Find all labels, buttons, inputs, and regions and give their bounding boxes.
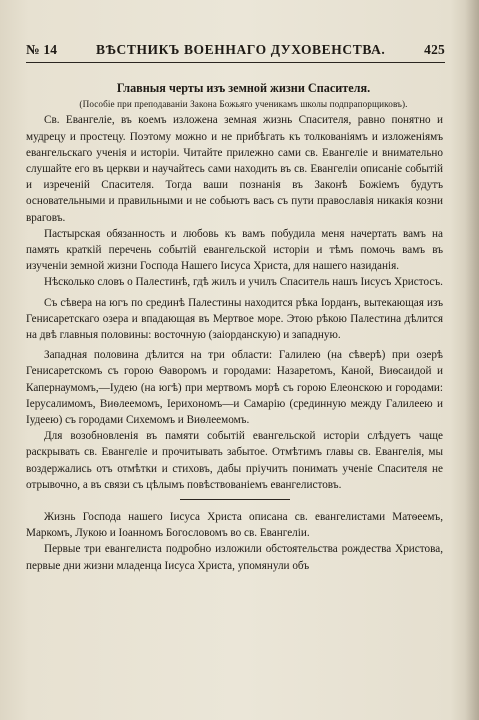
paragraph: Пастырская обязанность и любовь къ вамъ побудила меня начертать вамъ на память краткій перечень событій евангельской исторіи и тѣмъ помочь вамъ въ изученіи земной жизни Господа Нашего Іисуса Христа, для нашего назиданія. xyxy=(26,227,443,273)
paragraph: Для возобновленія въ памяти событій евангельской исторіи слѣдуетъ чаще раскрывать св. Евангеліе и прочитывать забытое. Отмѣтимъ главы св. Евангелія, мы воздержались отъ отмѣтки и стиховъ, дабы пріучить понимать ученіе Спасителя не отрывочно, а въ связи съ цѣлымъ повѣствованіемъ евангелистовъ. xyxy=(26,430,443,491)
page-edge-shadow xyxy=(465,0,479,720)
journal-title: ВѢСТНИКЪ ВОЕННАГО ДУХОВЕНСТВА. xyxy=(95,42,386,57)
article-title: Главныя черты изъ земной жизни Спасителя. xyxy=(116,81,371,95)
paragraph: Западная половина дѣлится на три области: Галилею (на сѣверѣ) при озерѣ Генисаретскомъ съ горою Ѳаворомъ и городами: Назаретомъ, Каной, Виѳсаидой и Капернаумомъ,—Іудею (на югѣ) при мертвомъ морѣ съ горою Елеонскою и городами: Іерусалимомъ, Виѳлеемомъ, Іерихономъ—и Самарію (срединную между Галилеею и Іудеею) съ городами Сихемомъ и Виѳлеемомъ. xyxy=(26,349,443,427)
paragraph: Жизнь Господа нашего Іисуса Христа описана св. евангелистами Матѳеемъ, Маркомъ, Лукою и Іоанномъ Богословомъ во св. Евангеліи. xyxy=(26,511,443,540)
article-body xyxy=(26,80,443,574)
paragraph: Съ сѣвера на югъ по срединѣ Палестины находится рѣка Іорданъ, вытекающая изъ Генисаретскаго озера и впадающая въ Мертвое море. Этою рѣкою Палестина дѣлится на двѣ главныя половины: восточную (заіорданскую) и западную. xyxy=(26,296,443,342)
header-rule xyxy=(26,62,445,63)
paragraph: Св. Евангеліе, въ коемъ изложена земная жизнь Спасителя, равно понятно и мудрецу и простецу. Поэтому можно и не прибѣгать къ толкованіямъ и изложеніямъ евангельскаго ученія и исторіи. Читайте прилежно сами св. Евангеліе и внимательно слушайте его въ церкви и научайтесь сами находить въ св. Евангеліи описаніе событій и изреченій Спасителя. Тогда ваши познанія въ Законѣ Божіемъ будутъ основательными и правильными и не собьютъ васъ съ пути православія никакія козни враговъ. xyxy=(26,114,443,224)
issue-number: № 14 xyxy=(26,42,58,57)
page-number: 425 xyxy=(424,42,445,57)
article-subtitle: (Пособіе при преподаваніи Закона Божьяго ученикамъ школы подпрапорщиковъ). xyxy=(79,99,408,110)
running-header xyxy=(26,42,445,58)
section-divider xyxy=(180,499,290,500)
paragraph: Первые три евангелиста подробно изложили обстоятельства рождества Христова, первые дни жизни младенца Іисуса Христа, упомянули объ xyxy=(26,543,443,572)
paragraph: Нѣсколько словъ о Палестинѣ, гдѣ жилъ и училъ Спаситель нашъ Іисусъ Христосъ. xyxy=(44,276,443,289)
